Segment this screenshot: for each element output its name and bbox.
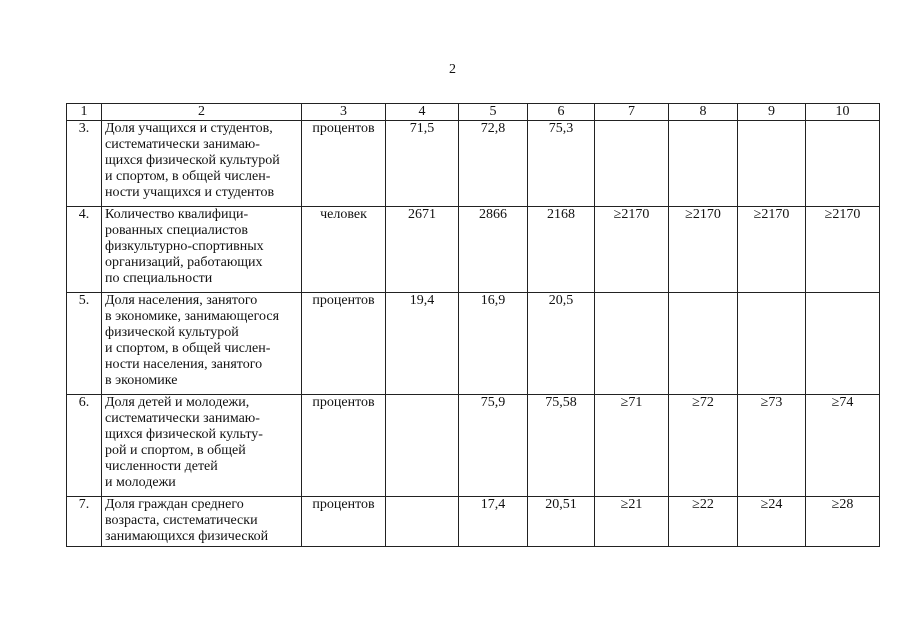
row-number: 4.: [67, 207, 102, 293]
indicator-name: [102, 207, 302, 293]
row-number: 7.: [67, 497, 102, 547]
indicator-name: [102, 395, 302, 497]
indicator-name: [102, 293, 302, 395]
indicator-name-line: Доля населения, занятого: [105, 293, 258, 308]
indicator-name-line: щихся физической культу-: [105, 427, 263, 442]
value-cell: 17,4: [459, 497, 528, 547]
table-row: [67, 121, 880, 207]
indicator-name-line: и спортом, в общей числен-: [105, 169, 271, 184]
value-cell: 2866: [459, 207, 528, 293]
header-cell: 6: [528, 104, 595, 121]
header-cell: 4: [386, 104, 459, 121]
header-cell: 10: [806, 104, 880, 121]
indicator-name-line: ности учащихся и студентов: [105, 185, 275, 200]
indicator-name: [102, 121, 302, 207]
value-cell: [595, 121, 669, 207]
table-row: [67, 293, 880, 395]
header-cell: 3: [302, 104, 386, 121]
value-cell: 75,58: [528, 395, 595, 497]
value-cell: 20,5: [528, 293, 595, 395]
indicator-name-line: организаций, работающих: [105, 255, 263, 270]
indicators-table: [66, 103, 880, 547]
row-number: 6.: [67, 395, 102, 497]
row-number: 3.: [67, 121, 102, 207]
value-cell: ≥28: [806, 497, 880, 547]
value-cell: ≥21: [595, 497, 669, 547]
page-number: 2: [449, 62, 456, 77]
value-cell: [386, 395, 459, 497]
indicator-name-line: численности детей: [105, 459, 218, 474]
value-cell: ≥2170: [806, 207, 880, 293]
indicator-name-line: возраста, систематически: [105, 513, 258, 528]
header-cell: 5: [459, 104, 528, 121]
indicator-name-line: рованных специалистов: [105, 223, 249, 238]
indicator-name-line: рой и спортом, в общей: [105, 443, 246, 458]
value-cell: 2168: [528, 207, 595, 293]
value-cell: 71,5: [386, 121, 459, 207]
indicator-name-line: Доля граждан среднего: [105, 497, 244, 512]
indicator-name-line: Доля детей и молодежи,: [105, 395, 250, 410]
value-cell: [669, 121, 738, 207]
value-cell: ≥22: [669, 497, 738, 547]
indicator-name-line: систематически занимаю-: [105, 411, 260, 426]
value-cell: ≥73: [738, 395, 806, 497]
value-cell: [595, 293, 669, 395]
indicator-name-line: и молодежи: [105, 475, 176, 490]
indicator-name-line: Доля учащихся и студентов,: [105, 121, 273, 136]
indicator-name: [102, 497, 302, 547]
header-cell: 7: [595, 104, 669, 121]
table-row: [67, 395, 880, 497]
value-cell: ≥72: [669, 395, 738, 497]
indicator-name-line: Количество квалифици-: [105, 207, 249, 222]
value-cell: [806, 293, 880, 395]
header-cell: 2: [102, 104, 302, 121]
value-cell: 2671: [386, 207, 459, 293]
table-row: [67, 207, 880, 293]
value-cell: ≥2170: [595, 207, 669, 293]
indicator-name-line: в экономике: [105, 373, 178, 388]
unit-cell: человек: [302, 207, 386, 293]
unit-cell: процентов: [302, 293, 386, 395]
value-cell: [738, 121, 806, 207]
row-number: 5.: [67, 293, 102, 395]
value-cell: 75,3: [528, 121, 595, 207]
value-cell: 19,4: [386, 293, 459, 395]
indicator-name-line: занимающихся физической: [105, 529, 269, 544]
unit-cell: процентов: [302, 497, 386, 547]
indicator-name-line: и спортом, в общей числен-: [105, 341, 271, 356]
value-cell: [386, 497, 459, 547]
value-cell: [806, 121, 880, 207]
indicator-name-line: по специальности: [105, 271, 213, 286]
header-cell: 8: [669, 104, 738, 121]
table-row: [67, 497, 880, 547]
value-cell: [738, 293, 806, 395]
value-cell: 16,9: [459, 293, 528, 395]
value-cell: ≥2170: [669, 207, 738, 293]
indicator-name-line: ности населения, занятого: [105, 357, 263, 372]
value-cell: 20,51: [528, 497, 595, 547]
value-cell: ≥74: [806, 395, 880, 497]
indicator-name-line: физической культурой: [105, 325, 239, 340]
value-cell: ≥71: [595, 395, 669, 497]
value-cell: ≥24: [738, 497, 806, 547]
value-cell: ≥2170: [738, 207, 806, 293]
value-cell: 75,9: [459, 395, 528, 497]
indicator-name-line: щихся физической культурой: [105, 153, 280, 168]
value-cell: [669, 293, 738, 395]
unit-cell: процентов: [302, 121, 386, 207]
table-header-row: [67, 104, 880, 121]
indicator-name-line: систематически занимаю-: [105, 137, 260, 152]
indicator-name-line: в экономике, занимающегося: [105, 309, 280, 324]
header-cell: 1: [67, 104, 102, 121]
header-cell: 9: [738, 104, 806, 121]
unit-cell: процентов: [302, 395, 386, 497]
indicator-name-line: физкультурно-спортивных: [105, 239, 264, 254]
value-cell: 72,8: [459, 121, 528, 207]
